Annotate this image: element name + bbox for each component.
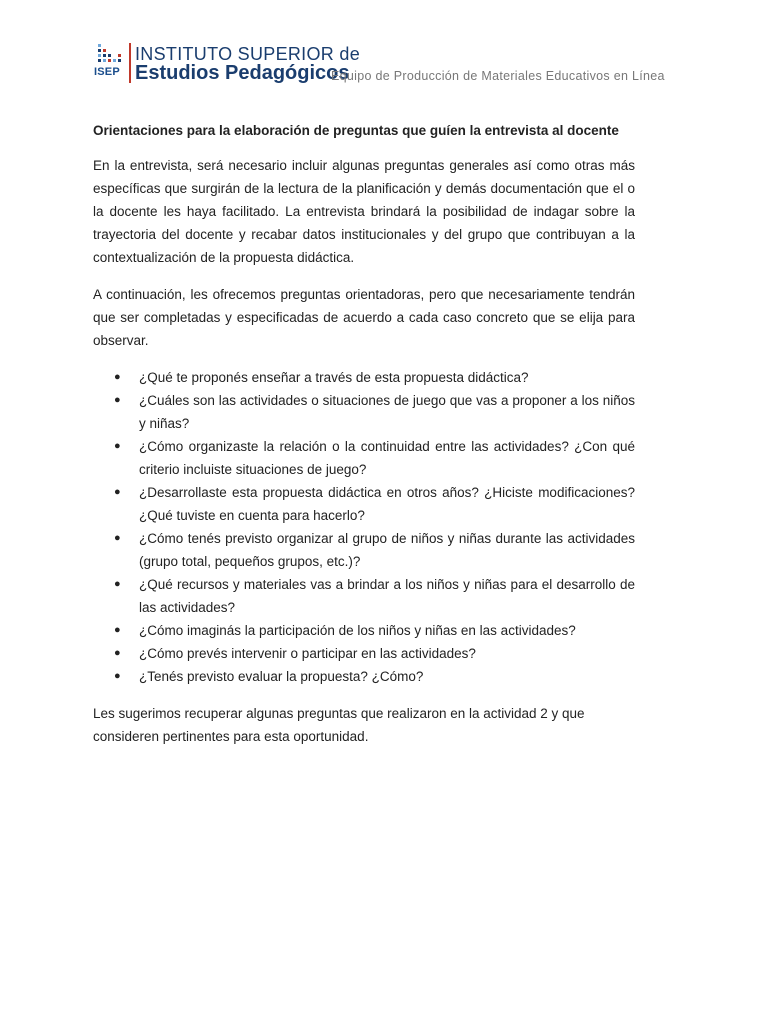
header-subtitle: Equipo de Producción de Materiales Educativos en Línea xyxy=(331,69,665,83)
bullet-icon: ● xyxy=(114,647,121,659)
list-item xyxy=(93,527,635,573)
page-header xyxy=(92,40,665,86)
question-text: ¿Cuáles son las actividades o situaciones de juego que vas a proponer a los niños y niñas? xyxy=(139,393,635,431)
guidance-paragraph: A continuación, les ofrecemos preguntas orientadoras, pero que necesariamente tendrán que ser completadas y especificadas de acuerdo a cada caso concreto que se elija para observar. xyxy=(93,287,635,348)
institution-name-line2: Estudios Pedagógicos xyxy=(135,62,350,84)
document-title: Orientaciones para la elaboración de preguntas que guíen la entrevista al docente xyxy=(93,123,619,138)
logo-abbreviation: ISEP xyxy=(94,66,120,78)
list-item xyxy=(93,435,635,481)
intro-paragraph: En la entrevista, será necesario incluir algunas preguntas generales así como otras más específicas que surgirán de la lectura de la planificación y demás documentación que el o la docente les haya facilitado. La entrevista brindará la posibilidad de indagar sobre la trayectoria del docente y recabar datos institucionales y del grupo que contribuyan a la contextualización de la propuesta didáctica. xyxy=(93,158,635,265)
list-item xyxy=(93,366,635,389)
bullet-icon: ● xyxy=(114,440,121,452)
question-text: ¿Desarrollaste esta propuesta didáctica en otros años? ¿Hiciste modificaciones? ¿Qué tuviste en cuenta para hacerlo? xyxy=(139,485,635,523)
bullet-icon: ● xyxy=(114,394,121,406)
bullet-icon: ● xyxy=(114,578,121,590)
bullet-icon: ● xyxy=(114,371,121,383)
list-item xyxy=(93,619,635,642)
list-item xyxy=(93,642,635,665)
list-item xyxy=(93,573,635,619)
list-item xyxy=(93,665,635,688)
bullet-icon: ● xyxy=(114,486,121,498)
closing-paragraph: Les sugerimos recuperar algunas preguntas que realizaron en la actividad 2 y que consideren pertinentes para esta oportunidad. xyxy=(93,706,585,744)
bullet-icon: ● xyxy=(114,532,121,544)
list-item xyxy=(93,389,635,435)
question-text: ¿Qué recursos y materiales vas a brindar a los niños y niñas para el desarrollo de las actividades? xyxy=(139,577,635,615)
institution-name-line1: INSTITUTO SUPERIOR de xyxy=(135,44,361,64)
document-body xyxy=(93,122,635,748)
logo-divider xyxy=(129,43,131,83)
list-item xyxy=(93,481,635,527)
question-text: ¿Cómo organizaste la relación o la continuidad entre las actividades? ¿Con qué criterio incluiste situaciones de juego? xyxy=(139,439,635,477)
question-text: ¿Cómo prevés intervenir o participar en las actividades? xyxy=(139,646,476,661)
question-text: ¿Cómo tenés previsto organizar al grupo de niños y niñas durante las actividades (grupo total, pequeños grupos, etc.)? xyxy=(139,531,635,569)
bullet-icon: ● xyxy=(114,624,121,636)
question-list xyxy=(93,366,635,688)
bullet-icon: ● xyxy=(114,670,121,682)
question-text: ¿Tenés previsto evaluar la propuesta? ¿Cómo? xyxy=(139,669,424,684)
question-text: ¿Cómo imaginás la participación de los niños y niñas en las actividades? xyxy=(139,623,576,638)
question-text: ¿Qué te proponés enseñar a través de esta propuesta didáctica? xyxy=(139,370,529,385)
